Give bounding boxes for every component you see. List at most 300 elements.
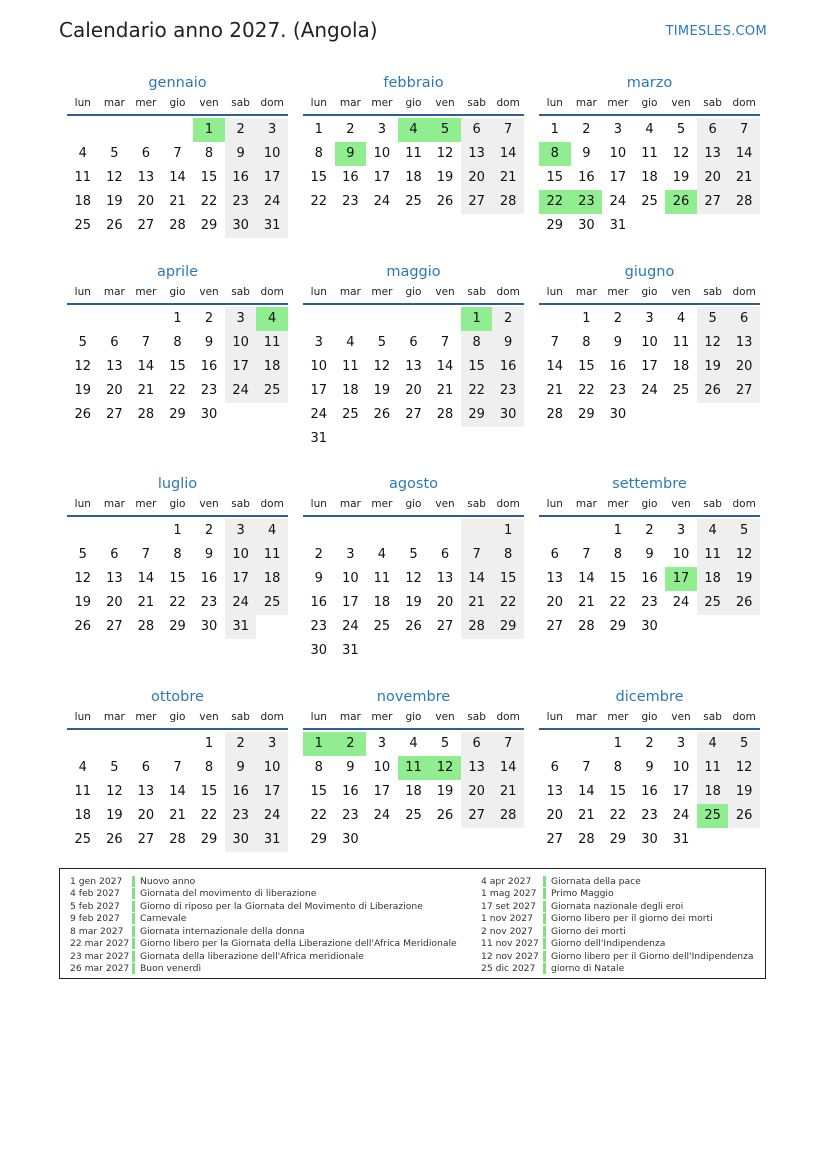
day-cell[interactable]: 20 — [546, 595, 564, 610]
day-cell[interactable]: 15 — [546, 170, 564, 185]
day-cell[interactable]: 15 — [169, 571, 186, 586]
day-cell[interactable]: 18 — [373, 595, 391, 610]
day-cell[interactable]: 30 — [200, 407, 218, 422]
day-cell[interactable]: 11 — [74, 170, 92, 185]
day-cell[interactable]: 29 — [578, 407, 595, 422]
day-cell[interactable]: 30 — [225, 828, 257, 852]
day-cell[interactable]: 31 — [342, 643, 359, 658]
day-cell[interactable]: 17 — [342, 595, 359, 610]
day-cell[interactable]: 25 — [641, 194, 658, 209]
day-cell[interactable]: 7 — [440, 335, 450, 350]
day-cell[interactable]: 20 — [137, 808, 155, 823]
day-cell[interactable]: 21 — [169, 194, 186, 209]
day-cell[interactable]: 4 — [78, 146, 87, 161]
day-cell[interactable]: 18 — [697, 780, 729, 804]
day-cell[interactable]: 4 — [377, 547, 387, 562]
day-cell[interactable]: 29 — [169, 619, 186, 634]
day-cell[interactable]: 13 — [137, 170, 155, 185]
day-cell[interactable]: 12 — [106, 784, 123, 799]
day-cell[interactable]: 11 — [672, 335, 690, 350]
day-cell[interactable]: 1 — [492, 519, 524, 543]
day-cell[interactable]: 18 — [672, 359, 690, 374]
day-cell[interactable]: 20 — [728, 355, 760, 379]
day-cell[interactable]: 8 — [314, 760, 323, 775]
day-cell[interactable]: 5 — [78, 335, 87, 350]
day-cell[interactable]: 10 — [225, 543, 257, 567]
day-cell[interactable]: 7 — [173, 760, 182, 775]
day-cell[interactable]: 26 — [373, 407, 391, 422]
day-cell[interactable]: 28 — [169, 832, 186, 847]
holiday-day-cell[interactable]: 4 — [398, 118, 430, 142]
day-cell[interactable]: 27 — [728, 379, 760, 403]
day-cell[interactable]: 2 — [346, 122, 355, 137]
day-cell[interactable]: 23 — [225, 190, 257, 214]
day-cell[interactable]: 27 — [106, 619, 123, 634]
day-cell[interactable]: 1 — [173, 311, 182, 326]
day-cell[interactable]: 17 — [256, 780, 288, 804]
day-cell[interactable]: 22 — [200, 808, 218, 823]
day-cell[interactable]: 14 — [169, 784, 186, 799]
day-cell[interactable]: 17 — [672, 784, 690, 799]
day-cell[interactable]: 29 — [169, 407, 186, 422]
day-cell[interactable]: 30 — [578, 218, 595, 233]
day-cell[interactable]: 9 — [613, 335, 623, 350]
day-cell[interactable]: 24 — [672, 595, 690, 610]
day-cell[interactable]: 23 — [641, 595, 658, 610]
holiday-day-cell[interactable]: 4 — [256, 307, 288, 331]
day-cell[interactable]: 15 — [461, 355, 493, 379]
day-cell[interactable]: 20 — [436, 595, 454, 610]
day-cell[interactable]: 24 — [225, 379, 257, 403]
day-cell[interactable]: 21 — [169, 808, 186, 823]
day-cell[interactable]: 24 — [609, 194, 627, 209]
day-cell[interactable]: 29 — [546, 218, 564, 233]
day-cell[interactable]: 14 — [436, 359, 454, 374]
day-cell[interactable]: 29 — [200, 218, 218, 233]
day-cell[interactable]: 4 — [697, 732, 729, 756]
day-cell[interactable]: 16 — [225, 166, 257, 190]
day-cell[interactable]: 27 — [106, 407, 123, 422]
day-cell[interactable]: 11 — [373, 571, 391, 586]
day-cell[interactable]: 5 — [110, 760, 119, 775]
day-cell[interactable]: 11 — [697, 543, 729, 567]
day-cell[interactable]: 25 — [74, 832, 92, 847]
day-cell[interactable]: 19 — [436, 784, 454, 799]
day-cell[interactable]: 28 — [169, 218, 186, 233]
day-cell[interactable]: 28 — [492, 804, 524, 828]
day-cell[interactable]: 16 — [200, 571, 218, 586]
day-cell[interactable]: 13 — [728, 331, 760, 355]
day-cell[interactable]: 6 — [697, 118, 729, 142]
day-cell[interactable]: 26 — [728, 591, 760, 615]
day-cell[interactable]: 30 — [609, 407, 627, 422]
day-cell[interactable]: 24 — [373, 808, 391, 823]
day-cell[interactable]: 29 — [200, 832, 218, 847]
day-cell[interactable]: 21 — [546, 383, 564, 398]
day-cell[interactable]: 11 — [256, 331, 288, 355]
day-cell[interactable]: 11 — [342, 359, 359, 374]
day-cell[interactable]: 20 — [106, 383, 123, 398]
day-cell[interactable]: 17 — [225, 355, 257, 379]
day-cell[interactable]: 15 — [200, 170, 218, 185]
day-cell[interactable]: 11 — [74, 784, 92, 799]
day-cell[interactable]: 21 — [578, 595, 595, 610]
day-cell[interactable]: 3 — [676, 523, 686, 538]
day-cell[interactable]: 1 — [550, 122, 559, 137]
day-cell[interactable]: 13 — [137, 784, 155, 799]
day-cell[interactable]: 8 — [613, 547, 623, 562]
day-cell[interactable]: 18 — [74, 194, 92, 209]
day-cell[interactable]: 17 — [609, 170, 627, 185]
day-cell[interactable]: 2 — [314, 547, 323, 562]
day-cell[interactable]: 25 — [672, 383, 690, 398]
holiday-day-cell[interactable]: 26 — [665, 190, 697, 214]
day-cell[interactable]: 30 — [200, 619, 218, 634]
day-cell[interactable]: 22 — [169, 595, 186, 610]
day-cell[interactable]: 24 — [342, 619, 359, 634]
day-cell[interactable]: 12 — [728, 756, 760, 780]
site-link[interactable]: TIMESLES.COM — [665, 24, 767, 39]
day-cell[interactable]: 25 — [373, 619, 391, 634]
day-cell[interactable]: 15 — [609, 784, 627, 799]
day-cell[interactable]: 7 — [492, 118, 524, 142]
day-cell[interactable]: 7 — [550, 335, 559, 350]
day-cell[interactable]: 10 — [373, 146, 391, 161]
day-cell[interactable]: 12 — [74, 359, 92, 374]
day-cell[interactable]: 16 — [310, 595, 328, 610]
day-cell[interactable]: 28 — [578, 619, 595, 634]
day-cell[interactable]: 8 — [613, 760, 623, 775]
day-cell[interactable]: 4 — [409, 736, 418, 751]
holiday-day-cell[interactable]: 1 — [303, 732, 335, 756]
day-cell[interactable]: 10 — [225, 331, 257, 355]
day-cell[interactable]: 10 — [672, 547, 690, 562]
day-cell[interactable]: 12 — [405, 571, 422, 586]
day-cell[interactable]: 25 — [256, 379, 288, 403]
day-cell[interactable]: 9 — [225, 142, 257, 166]
day-cell[interactable]: 19 — [436, 170, 454, 185]
day-cell[interactable]: 3 — [377, 736, 387, 751]
day-cell[interactable]: 14 — [728, 142, 760, 166]
day-cell[interactable]: 2 — [645, 736, 654, 751]
holiday-day-cell[interactable]: 22 — [539, 190, 571, 214]
day-cell[interactable]: 8 — [461, 331, 493, 355]
day-cell[interactable]: 26 — [405, 619, 422, 634]
holiday-day-cell[interactable]: 1 — [193, 118, 225, 142]
day-cell[interactable]: 4 — [697, 519, 729, 543]
day-cell[interactable]: 22 — [310, 808, 328, 823]
day-cell[interactable]: 18 — [256, 567, 288, 591]
day-cell[interactable]: 12 — [728, 543, 760, 567]
day-cell[interactable]: 12 — [436, 146, 454, 161]
day-cell[interactable]: 3 — [225, 307, 257, 331]
day-cell[interactable]: 11 — [641, 146, 658, 161]
day-cell[interactable]: 5 — [728, 732, 760, 756]
day-cell[interactable]: 19 — [106, 194, 123, 209]
day-cell[interactable]: 14 — [137, 359, 155, 374]
day-cell[interactable]: 7 — [141, 335, 151, 350]
day-cell[interactable]: 28 — [461, 615, 493, 639]
day-cell[interactable]: 27 — [461, 804, 493, 828]
day-cell[interactable]: 7 — [492, 732, 524, 756]
day-cell[interactable]: 21 — [436, 383, 454, 398]
holiday-day-cell[interactable]: 25 — [697, 804, 729, 828]
day-cell[interactable]: 13 — [546, 784, 564, 799]
day-cell[interactable]: 12 — [373, 359, 391, 374]
day-cell[interactable]: 18 — [342, 383, 359, 398]
day-cell[interactable]: 26 — [106, 832, 123, 847]
day-cell[interactable]: 16 — [578, 170, 595, 185]
day-cell[interactable]: 23 — [641, 808, 658, 823]
day-cell[interactable]: 10 — [672, 760, 690, 775]
day-cell[interactable]: 15 — [609, 571, 627, 586]
day-cell[interactable]: 24 — [310, 407, 328, 422]
day-cell[interactable]: 29 — [492, 615, 524, 639]
day-cell[interactable]: 3 — [314, 335, 323, 350]
day-cell[interactable]: 9 — [582, 146, 591, 161]
day-cell[interactable]: 19 — [74, 595, 92, 610]
day-cell[interactable]: 6 — [141, 760, 151, 775]
day-cell[interactable]: 31 — [609, 218, 627, 233]
day-cell[interactable]: 14 — [461, 567, 493, 591]
day-cell[interactable]: 27 — [461, 190, 493, 214]
holiday-day-cell[interactable]: 8 — [539, 142, 571, 166]
day-cell[interactable]: 31 — [256, 214, 288, 238]
day-cell[interactable]: 3 — [377, 122, 387, 137]
day-cell[interactable]: 23 — [225, 804, 257, 828]
day-cell[interactable]: 5 — [78, 547, 87, 562]
day-cell[interactable]: 16 — [641, 784, 658, 799]
day-cell[interactable]: 5 — [440, 736, 450, 751]
day-cell[interactable]: 5 — [110, 146, 119, 161]
day-cell[interactable]: 28 — [728, 190, 760, 214]
day-cell[interactable]: 7 — [141, 547, 151, 562]
day-cell[interactable]: 8 — [492, 543, 524, 567]
day-cell[interactable]: 16 — [342, 784, 359, 799]
day-cell[interactable]: 8 — [582, 335, 591, 350]
day-cell[interactable]: 26 — [74, 407, 92, 422]
day-cell[interactable]: 28 — [436, 407, 454, 422]
day-cell[interactable]: 6 — [110, 547, 119, 562]
day-cell[interactable]: 24 — [256, 190, 288, 214]
day-cell[interactable]: 6 — [728, 307, 760, 331]
day-cell[interactable]: 8 — [314, 146, 323, 161]
day-cell[interactable]: 14 — [546, 359, 564, 374]
day-cell[interactable]: 26 — [697, 379, 729, 403]
day-cell[interactable]: 18 — [641, 170, 658, 185]
day-cell[interactable]: 30 — [310, 643, 328, 658]
day-cell[interactable]: 1 — [613, 523, 623, 538]
day-cell[interactable]: 16 — [225, 780, 257, 804]
day-cell[interactable]: 3 — [256, 118, 288, 142]
day-cell[interactable]: 14 — [137, 571, 155, 586]
day-cell[interactable]: 21 — [492, 780, 524, 804]
day-cell[interactable]: 4 — [78, 760, 87, 775]
day-cell[interactable]: 6 — [461, 732, 493, 756]
day-cell[interactable]: 11 — [405, 146, 422, 161]
day-cell[interactable]: 23 — [200, 595, 218, 610]
day-cell[interactable]: 2 — [204, 523, 214, 538]
day-cell[interactable]: 26 — [106, 218, 123, 233]
day-cell[interactable]: 15 — [169, 359, 186, 374]
day-cell[interactable]: 26 — [728, 804, 760, 828]
day-cell[interactable]: 26 — [436, 194, 454, 209]
day-cell[interactable]: 10 — [641, 335, 658, 350]
day-cell[interactable]: 25 — [405, 194, 422, 209]
day-cell[interactable]: 4 — [346, 335, 355, 350]
day-cell[interactable]: 16 — [342, 170, 359, 185]
day-cell[interactable]: 6 — [461, 118, 493, 142]
day-cell[interactable]: 1 — [173, 523, 182, 538]
day-cell[interactable]: 3 — [256, 732, 288, 756]
day-cell[interactable]: 6 — [409, 335, 418, 350]
day-cell[interactable]: 24 — [225, 591, 257, 615]
day-cell[interactable]: 23 — [609, 383, 627, 398]
day-cell[interactable]: 13 — [697, 142, 729, 166]
day-cell[interactable]: 14 — [169, 170, 186, 185]
day-cell[interactable]: 16 — [492, 355, 524, 379]
day-cell[interactable]: 9 — [204, 335, 214, 350]
day-cell[interactable]: 13 — [461, 756, 493, 780]
day-cell[interactable]: 18 — [405, 784, 422, 799]
day-cell[interactable]: 3 — [676, 736, 686, 751]
day-cell[interactable]: 22 — [609, 595, 627, 610]
day-cell[interactable]: 17 — [641, 359, 658, 374]
day-cell[interactable]: 4 — [256, 519, 288, 543]
day-cell[interactable]: 19 — [697, 355, 729, 379]
day-cell[interactable]: 28 — [492, 190, 524, 214]
day-cell[interactable]: 1 — [204, 736, 214, 751]
day-cell[interactable]: 2 — [204, 311, 214, 326]
day-cell[interactable]: 22 — [461, 379, 493, 403]
day-cell[interactable]: 17 — [373, 170, 391, 185]
day-cell[interactable]: 18 — [405, 170, 422, 185]
day-cell[interactable]: 10 — [373, 760, 391, 775]
day-cell[interactable]: 9 — [225, 756, 257, 780]
day-cell[interactable]: 27 — [137, 832, 155, 847]
day-cell[interactable]: 24 — [256, 804, 288, 828]
day-cell[interactable]: 5 — [676, 122, 686, 137]
day-cell[interactable]: 31 — [225, 615, 257, 639]
day-cell[interactable]: 6 — [440, 547, 450, 562]
day-cell[interactable]: 4 — [676, 311, 686, 326]
day-cell[interactable]: 20 — [546, 808, 564, 823]
day-cell[interactable]: 20 — [697, 166, 729, 190]
day-cell[interactable]: 28 — [137, 619, 155, 634]
day-cell[interactable]: 10 — [256, 756, 288, 780]
day-cell[interactable]: 25 — [74, 218, 92, 233]
day-cell[interactable]: 22 — [609, 808, 627, 823]
day-cell[interactable]: 31 — [256, 828, 288, 852]
day-cell[interactable]: 20 — [405, 383, 422, 398]
day-cell[interactable]: 21 — [137, 383, 155, 398]
holiday-day-cell[interactable]: 9 — [335, 142, 367, 166]
holiday-day-cell[interactable]: 11 — [398, 756, 430, 780]
day-cell[interactable]: 10 — [310, 359, 328, 374]
day-cell[interactable]: 10 — [256, 142, 288, 166]
day-cell[interactable]: 8 — [173, 547, 182, 562]
day-cell[interactable]: 24 — [373, 194, 391, 209]
day-cell[interactable]: 24 — [641, 383, 658, 398]
day-cell[interactable]: 13 — [106, 359, 123, 374]
day-cell[interactable]: 2 — [225, 732, 257, 756]
day-cell[interactable]: 7 — [461, 543, 493, 567]
day-cell[interactable]: 24 — [672, 808, 690, 823]
day-cell[interactable]: 16 — [200, 359, 218, 374]
day-cell[interactable]: 21 — [461, 591, 493, 615]
day-cell[interactable]: 19 — [405, 595, 422, 610]
day-cell[interactable]: 2 — [492, 307, 524, 331]
day-cell[interactable]: 22 — [200, 194, 218, 209]
day-cell[interactable]: 27 — [546, 832, 564, 847]
day-cell[interactable]: 18 — [256, 355, 288, 379]
day-cell[interactable]: 2 — [645, 523, 654, 538]
day-cell[interactable]: 7 — [582, 547, 591, 562]
day-cell[interactable]: 10 — [342, 571, 359, 586]
day-cell[interactable]: 21 — [578, 808, 595, 823]
day-cell[interactable]: 25 — [697, 591, 729, 615]
holiday-day-cell[interactable]: 12 — [429, 756, 461, 780]
day-cell[interactable]: 16 — [641, 571, 658, 586]
day-cell[interactable]: 9 — [645, 547, 654, 562]
day-cell[interactable]: 30 — [225, 214, 257, 238]
day-cell[interactable]: 19 — [728, 567, 760, 591]
day-cell[interactable]: 25 — [405, 808, 422, 823]
day-cell[interactable]: 17 — [373, 784, 391, 799]
day-cell[interactable]: 19 — [672, 170, 690, 185]
day-cell[interactable]: 5 — [409, 547, 418, 562]
day-cell[interactable]: 20 — [461, 166, 493, 190]
day-cell[interactable]: 3 — [346, 547, 355, 562]
day-cell[interactable]: 27 — [546, 619, 564, 634]
day-cell[interactable]: 15 — [200, 784, 218, 799]
day-cell[interactable]: 25 — [256, 591, 288, 615]
day-cell[interactable]: 11 — [256, 543, 288, 567]
day-cell[interactable]: 23 — [342, 194, 359, 209]
day-cell[interactable]: 19 — [74, 383, 92, 398]
day-cell[interactable]: 1 — [582, 311, 591, 326]
day-cell[interactable]: 4 — [645, 122, 654, 137]
day-cell[interactable]: 8 — [204, 760, 214, 775]
day-cell[interactable]: 2 — [582, 122, 591, 137]
day-cell[interactable]: 21 — [137, 595, 155, 610]
day-cell[interactable]: 27 — [137, 218, 155, 233]
day-cell[interactable]: 17 — [256, 166, 288, 190]
day-cell[interactable]: 13 — [405, 359, 422, 374]
day-cell[interactable]: 5 — [728, 519, 760, 543]
day-cell[interactable]: 2 — [225, 118, 257, 142]
day-cell[interactable]: 7 — [173, 146, 182, 161]
day-cell[interactable]: 28 — [546, 407, 564, 422]
day-cell[interactable]: 29 — [609, 619, 627, 634]
day-cell[interactable]: 27 — [697, 190, 729, 214]
day-cell[interactable]: 19 — [106, 808, 123, 823]
day-cell[interactable]: 12 — [74, 571, 92, 586]
day-cell[interactable]: 13 — [106, 571, 123, 586]
day-cell[interactable]: 20 — [137, 194, 155, 209]
day-cell[interactable]: 31 — [310, 431, 328, 446]
day-cell[interactable]: 30 — [641, 619, 658, 634]
day-cell[interactable]: 5 — [697, 307, 729, 331]
day-cell[interactable]: 15 — [578, 359, 595, 374]
day-cell[interactable]: 9 — [204, 547, 214, 562]
day-cell[interactable]: 30 — [492, 403, 524, 427]
day-cell[interactable]: 6 — [141, 146, 151, 161]
day-cell[interactable]: 13 — [461, 142, 493, 166]
day-cell[interactable]: 6 — [110, 335, 119, 350]
day-cell[interactable]: 13 — [436, 571, 454, 586]
day-cell[interactable]: 30 — [641, 832, 658, 847]
